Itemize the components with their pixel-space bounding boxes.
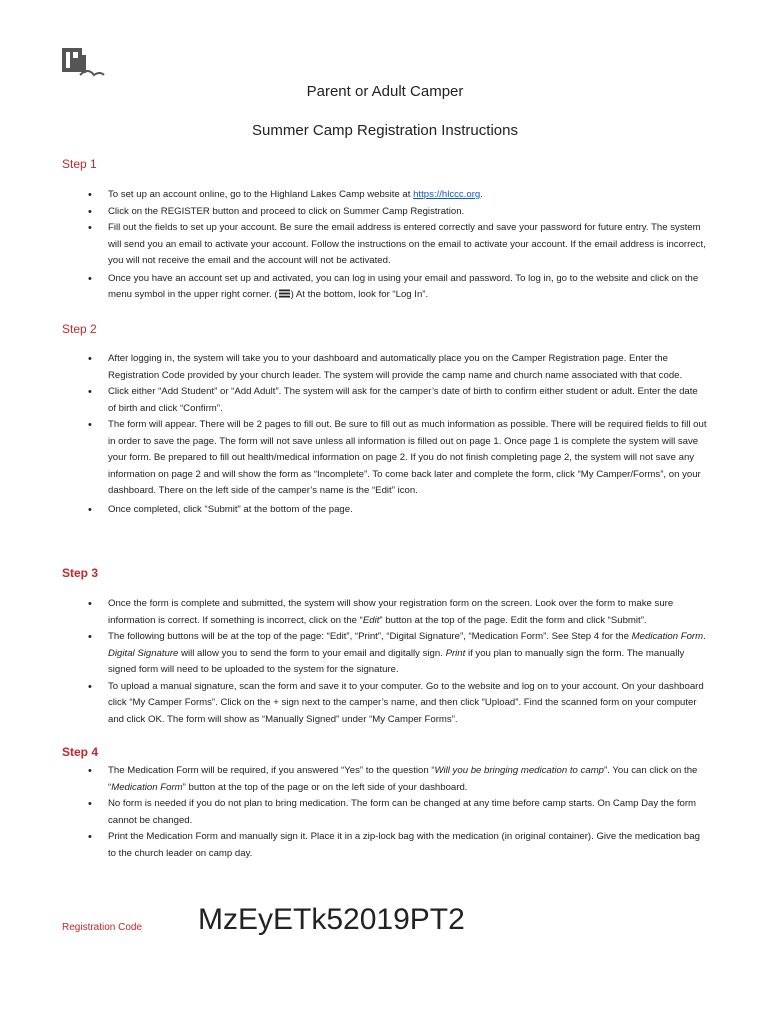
step-1-heading: Step 1 — [62, 157, 97, 171]
list-item: • Once the form is complete and submitted, the system will show your registration form on the screen. Look over the form to make sure information is correct. If something is incorrect, click on the “Edit” button at the top of the page. Edit the form and click “Submit”. — [108, 596, 708, 629]
list-item: • Fill out the fields to set up your account. Be sure the email address is entered correctly and save your password for future entry. The system will send you an email to activate your account. Follow the instructions on the email to activate your account. If the email address is incorrect, you will not receive the email and the account will not be activated. — [108, 220, 708, 270]
list-item: • The following buttons will be at the top of the page: “Edit”, “Print”, “Digital Signature”, “Medication Form”. See Step 4 for the Medication Form. Digital Signature will allow you to send the form to your email and digitally sign. Print if you plan to manually sign the form. The manually signed form will need to be uploaded to the system for the signature. — [108, 629, 708, 679]
website-link[interactable]: https://hlccc.org — [413, 189, 481, 200]
step-4-heading: Step 4 — [62, 745, 99, 759]
list-item: • No form is needed if you do not plan to bring medication. The form can be changed at any time before camp starts. On Camp Day the form cannot be changed. — [108, 796, 708, 829]
document-title: Parent or Adult Camper — [306, 83, 464, 100]
list-item: • The Medication Form will be required, if you answered “Yes” to the question “Will you be bringing medication to camp”. You can click on the “Medication Form” button at the top of the page or on the left side of your dashboard. — [108, 763, 708, 796]
list-item: • The form will appear. There will be 2 pages to fill out. Be sure to fill out as much information as possible. There will be required fields to fill out in order to save the page. The form will not save unless all information is filled out on page 1. Once page 1 is complete the system will save your form. Be prepared to fill out health/medical information on page 2. If you do not finish completing page 2, the system will not save any information on page 2 and will show the form as “Incomplete”. To come back later and complete the form, click “My Camper/Forms”, on your dashboard. There on the left side of the camper’s name is the “Edit” icon. — [108, 417, 708, 500]
list-item: • Print the Medication Form and manually sign it. Place it in a zip-lock bag with the medication (in original container). Give the medication bag to the church leader on camp day. — [108, 829, 708, 862]
document-subtitle: Summer Camp Registration Instructions — [252, 122, 518, 139]
list-item: • Once you have an account set up and activated, you can log in using your email and password. To log in, go to the website and click on the menu symbol in the upper right corner. ( ) At the bottom, look for “Log In”. — [108, 271, 708, 304]
registration-code-label: Registration Code — [62, 922, 143, 933]
step-3-list — [108, 596, 708, 728]
step-2-list — [108, 351, 708, 518]
step-3-heading: Step 3 — [62, 566, 99, 580]
camp-logo — [60, 45, 106, 81]
menu-icon — [278, 288, 291, 299]
list-item: • Click either “Add Student” or “Add Adult”. The system will ask for the camper’s date of birth to confirm either student or adult. Enter the date of birth and click “Confirm”. — [108, 384, 708, 417]
step-4-list — [108, 763, 708, 862]
list-item: • To set up an account online, go to the Highland Lakes Camp website at https://hlccc.org. — [108, 187, 708, 204]
list-item: • After logging in, the system will take you to your dashboard and automatically place you on the Camper Registration page. Enter the Registration Code provided by your church leader. The system will provide the camp name and church name associated with that code. — [108, 351, 708, 384]
list-item: • Once completed, click “Submit” at the bottom of the page. — [108, 502, 708, 519]
list-item: • Click on the REGISTER button and proceed to click on Summer Camp Registration. — [108, 204, 708, 221]
list-item: • To upload a manual signature, scan the form and save it to your computer. Go to the website and log on to your account. On your dashboard click “My Camper Forms”. Click on the + sign next to the camper’s name, and then click “Upload”. Find the scanned form on your computer and click OK. The form will show as “Manually Signed” under “My Camper Forms”. — [108, 679, 708, 729]
step-1-list — [108, 187, 708, 304]
step-2-heading: Step 2 — [62, 322, 97, 336]
registration-code-value: MzEyETk52019PT2 — [198, 903, 465, 936]
